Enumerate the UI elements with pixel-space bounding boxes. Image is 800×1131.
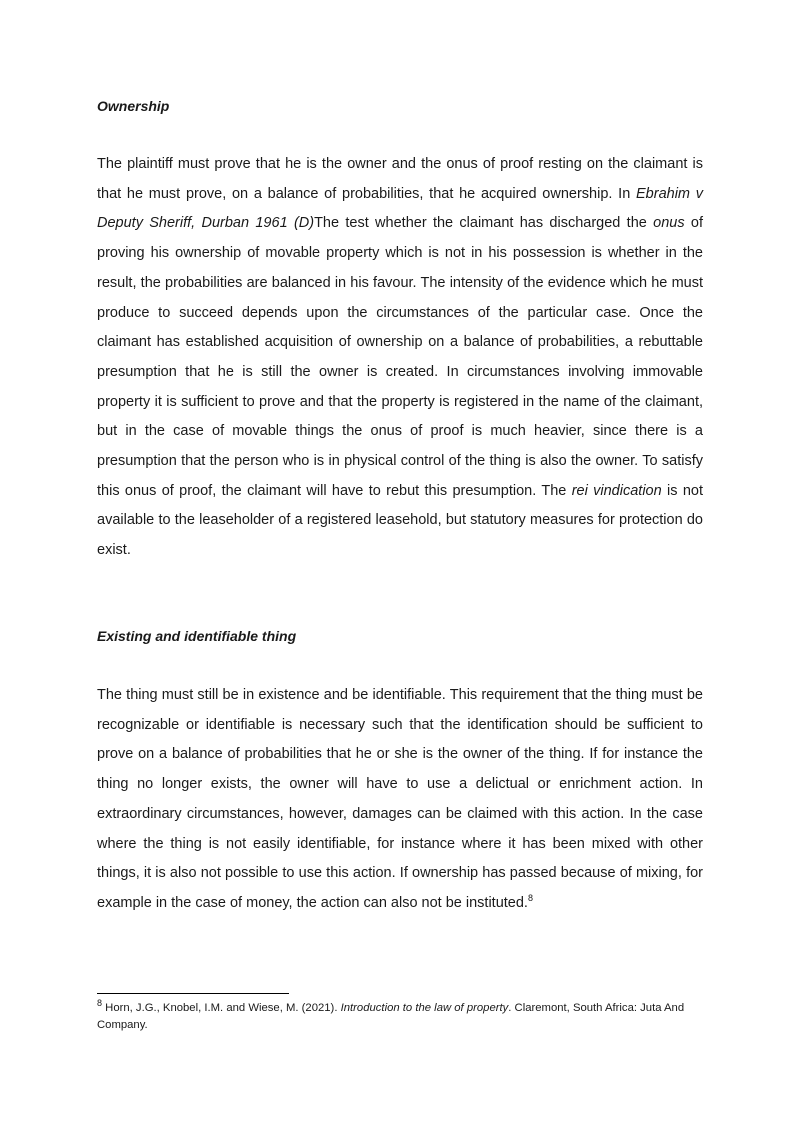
text-run: The test whether the claimant has discharged the: [314, 215, 654, 232]
footnote-text: . Claremont, South Africa: Juta And Company.: [97, 1002, 685, 1031]
footnote-book-title: Introduction to the law of property: [340, 1002, 509, 1014]
footnote: [97, 1000, 703, 1034]
footnote-text: Horn, J.G., Knobel, I.M. and Wiese, M. (2021).: [102, 1002, 341, 1014]
italic-term-onus: onus: [653, 215, 685, 232]
footnote-mark: 8: [97, 998, 103, 1009]
text-run: The thing must still be in existence and be identifiable. This requirement that the thing must be recognizable or identifiable is necessary such that the identification should be sufficient to prove on a balance of probabilities that he or she is the owner of the thing. If for instance the thing no longer exists, the owner will have to use a delictual or enrichment action. In extraordinary circumstances, however, damages can be claimed with this action. In the case where the thing is not easily identifiable, for instance where it has been mixed with other things, it is also not possible to use this action. If ownership has passed because of mixing, for example in the case of money, the action can also not be instituted.: [97, 687, 703, 911]
text-run: The plaintiff must prove that he is the owner and the onus of proof resting on the claimant is that he must prove, on a balance of probabilities, that he acquired ownership. In: [97, 156, 703, 202]
section-heading-existing-thing: Existing and identifiable thing: [97, 628, 297, 644]
paragraph-ownership: [97, 150, 703, 566]
text-run: is not available to the leaseholder of a registered leasehold, but statutory measures for protection do exist.: [97, 482, 703, 559]
section-heading-ownership: Ownership: [97, 98, 170, 114]
paragraph-existing-thing: [97, 681, 703, 919]
footnote-separator: [97, 993, 289, 994]
footnote-reference: 8: [527, 893, 533, 904]
italic-term-rei-vindication: rei vindication: [571, 482, 662, 499]
text-run: of proving his ownership of movable property which is not in his possession is whether in the result, the probabilities are balanced in his favour. The intensity of the evidence which he must produce to succeed depends upon the circumstances of the particular case. Once the claimant has established acquisition of ownership on a balance of probabilities, a rebuttable presumption that he is still the owner is created. In circumstances involving immovable property it is sufficient to prove and that the property is registered in the name of the claimant, but in the case of movable things the onus of proof is much heavier, since there is a presumption that the person who is in physical control of the thing is also the owner. To satisfy this onus of proof, the claimant will have to rebut this presumption. The: [97, 215, 703, 499]
case-citation: Ebrahim v Deputy Sheriff, Durban 1961 (D): [97, 185, 703, 232]
